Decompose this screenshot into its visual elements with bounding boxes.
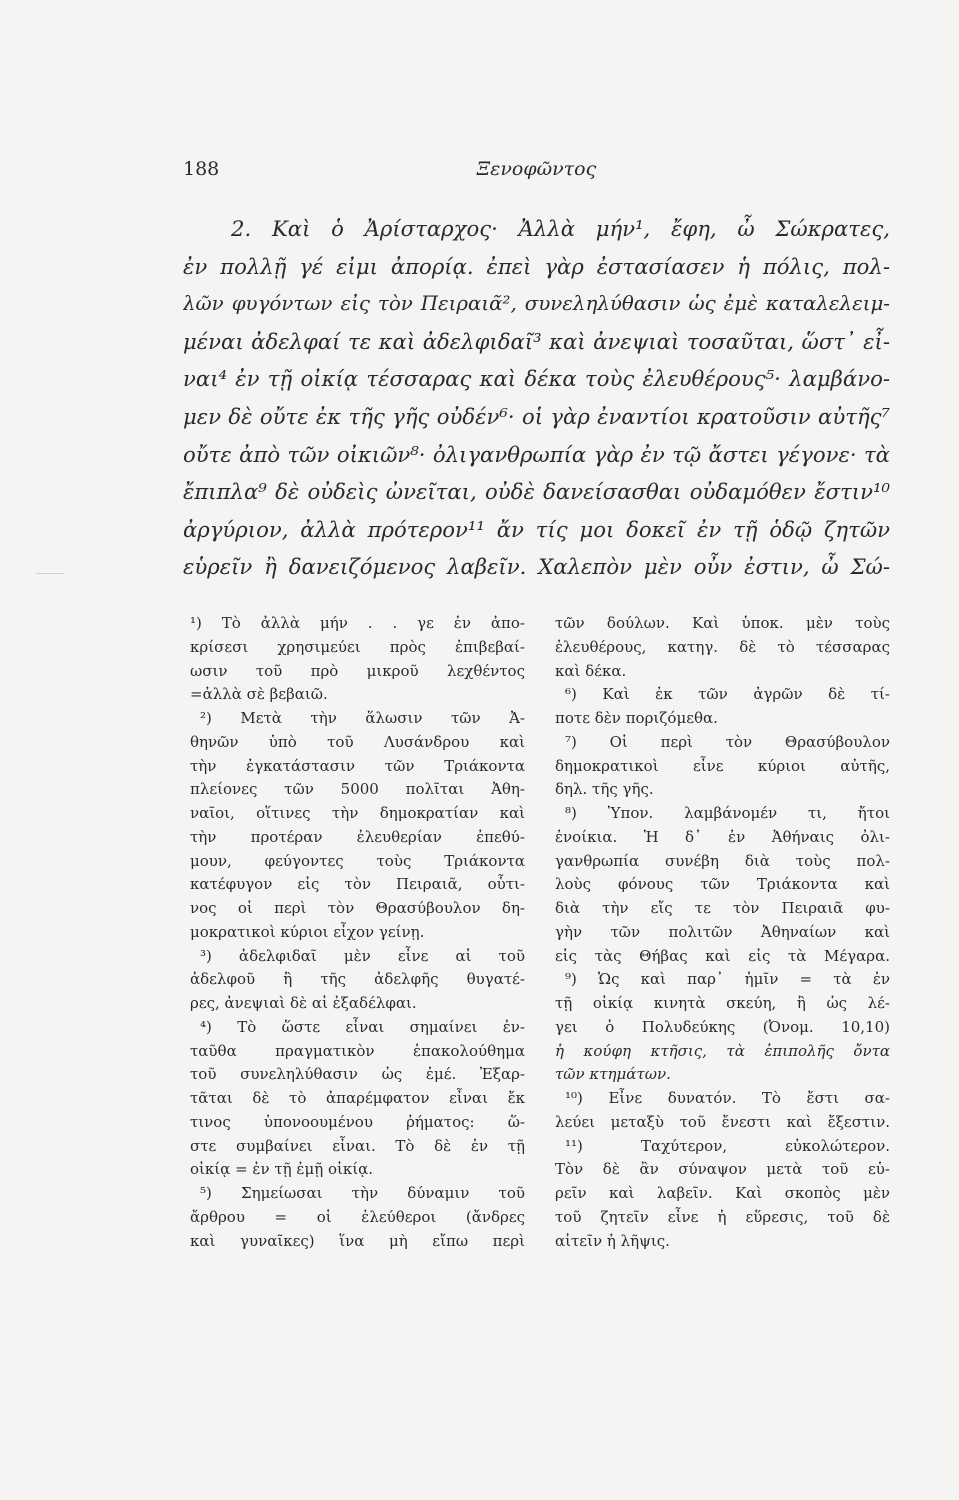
footnote-line: ποτε δὲν ποριζόμεθα. — [555, 709, 718, 727]
footnote-line: κρίσεσι χρησιμεύει πρὸς ἐπιβεβαί- — [190, 637, 525, 656]
footnote-line: νος οἱ περὶ τὸν Θρασύβουλον δη- — [190, 899, 525, 917]
footnote-line: γὴν τῶν πολιτῶν Ἀθηναίων καὶ — [555, 922, 890, 941]
footnote-line: ταῦθα πραγματικὸν ἐπακολούθημα — [190, 1041, 525, 1060]
footnote-line: δηλ. τῆς γῆς. — [555, 780, 654, 799]
footnote-line: λοὺς φόνους τῶν Τριάκοντα καὶ — [555, 875, 890, 894]
footnote-line: ⁴) Τὸ ὥστε εἶναι σημαίνει ἐν- — [200, 1017, 525, 1036]
footnote-line: τῇ οἰκίᾳ κινητὰ σκεύη, ἢ ὡς λέ- — [555, 994, 890, 1012]
footnote-line: λεύει μεταξὺ τοῦ ἔνεστι καὶ ἔξεστιν. — [555, 1112, 890, 1131]
margin-mark — [36, 573, 64, 574]
footnote-line: γανθρωπία συνέβη διὰ τοὺς πολ- — [555, 851, 890, 870]
footnote-line: καὶ γυναῖκες) ἵνα μὴ εἴπω περὶ — [190, 1231, 525, 1250]
footnote-line: πλείονες τῶν 5000 πολῖται Ἀθη- — [190, 780, 525, 799]
footnote-line: τινος ὑπονοουμένου ῥήματος: ὥ- — [190, 1112, 525, 1131]
main-text — [183, 210, 890, 586]
footnote-line: ἄρθρου = οἱ ἐλεύθεροι (ἄνδρες — [190, 1207, 525, 1226]
footnote-line: ⁸) Ὑπον. λαμβάνομέν τι, ἤτοι — [565, 804, 890, 822]
footnote-line: ⁵) Σημείωσαι τὴν δύναμιν τοῦ — [200, 1184, 525, 1202]
text-line: οὔτε ἀπὸ τῶν οἰκιῶν⁸· ὀλιγανθρωπία γὰρ ἐν τῷ ἄστει γέγονε· τὰ — [183, 441, 890, 467]
text-line: ἀργύριον, ἀλλὰ πρότερον¹¹ ἄν τίς μοι δοκεῖ ἐν τῇ ὁδῷ ζητῶν — [183, 516, 890, 542]
text-line: μεν δὲ οὔτε ἐκ τῆς γῆς οὐδέν⁶· οἱ γὰρ ἐναντίοι κρατοῦσιν αὐτῆς⁷ — [183, 403, 890, 429]
footnote-line: ¹) Τὸ ἀλλὰ μήν . . γε ἐν ἀπο- — [190, 614, 525, 632]
footnote-line: ἀδελφοῦ ἢ τῆς ἀδελφῆς θυγατέ- — [190, 970, 525, 989]
footnote-line: ωσιν τοῦ πρὸ μικροῦ λεχθέντος — [190, 661, 525, 680]
footnote-line: τῶν κτημάτων. — [555, 1065, 671, 1084]
footnote-line: =ἀλλὰ σὲ βεβαιῶ. — [190, 685, 328, 704]
text-line: μέναι ἀδελφαί τε καὶ ἀδελφιδαῖ³ καὶ ἀνεψιαὶ τοσαῦται, ὥστ᾽ εἶ- — [183, 328, 890, 354]
footnote-line: ἐλευθέρους, κατηγ. δὲ τὸ τέσσαρας — [555, 637, 890, 656]
footnote-line: τᾶται δὲ τὸ ἀπαρέμφατον εἶναι ἔκ — [190, 1089, 525, 1107]
text-line: ἔπιπλα⁹ δὲ οὐδεὶς ὠνεῖται, οὐδὲ δανείσασθαι οὐδαμόθεν ἔστιν¹⁰ — [183, 479, 890, 505]
running-head: Ξενοφῶντος — [476, 158, 597, 180]
footnote-line: δημοκρατικοὶ εἶνε κύριοι αὐτῆς, — [555, 756, 890, 775]
text-line: ἐν πολλῇ γέ εἰμι ἀπορίᾳ. ἐπεὶ γὰρ ἐστασίασεν ἡ πόλις, πολ- — [183, 253, 890, 279]
page-number: 188 — [183, 158, 220, 180]
footnote-line: τῶν δούλων. Καὶ ὑποκ. μὲν τοὺς — [555, 614, 890, 632]
footnote-line: Τὸν δὲ ἂν σύναψον μετὰ τοῦ εὑ- — [555, 1160, 890, 1179]
footnote-line: τὴν ἐγκατάστασιν τῶν Τριάκοντα — [190, 756, 525, 775]
footnote-line: ναῖοι, οἵτινες τὴν δημοκρατίαν καὶ — [190, 804, 525, 822]
footnote-line: τοῦ συνεληλύθασιν ὡς ἐμέ. Ἐξαρ- — [190, 1065, 525, 1084]
footnote-line: τοῦ ζητεῖν εἶνε ἡ εὕρεσις, τοῦ δὲ — [555, 1207, 890, 1226]
footnote-line: μουν, φεύγοντες τοὺς Τριάκοντα — [190, 851, 525, 870]
page-header — [183, 158, 890, 188]
footnote-line: ἐνοίκια. Ἡ δ᾽ ἐν Ἀθήναις ὀλι- — [555, 827, 890, 846]
footnote-line: οἰκίᾳ = ἐν τῇ ἐμῇ οἰκίᾳ. — [190, 1160, 374, 1179]
footnote-line: τὴν προτέραν ἐλευθερίαν ἐπεθύ- — [190, 827, 525, 846]
footnotes-left-column — [190, 612, 525, 1253]
text-line: 2. Καὶ ὁ Ἀρίσταρχος· Ἀλλὰ μήν¹, ἔφη, ὦ Σώκρατες, — [231, 216, 890, 241]
footnote-line: ²) Μετὰ τὴν ἅλωσιν τῶν Ἀ- — [200, 709, 525, 727]
footnote-line: γει ὁ Πολυδεύκης (Ὀνομ. 10,10) — [555, 1017, 890, 1036]
footnote-line: ⁶) Καὶ ἐκ τῶν ἀγρῶν δὲ τί- — [565, 685, 890, 704]
footnote-line: ⁹) Ὡς καὶ παρ᾽ ἡμῖν = τὰ ἐν — [565, 970, 890, 989]
footnote-line: μοκρατικοὶ κύριοι εἶχον γείνῃ. — [190, 922, 425, 941]
footnote-line: εἰς τὰς Θήβας καὶ εἰς τὰ Μέγαρα. — [555, 946, 890, 965]
footnote-line: ἡ κούφη κτῆσις, τὰ ἐπιπολῆς ὄντα — [555, 1041, 890, 1060]
footnote-line: κατέφυγον εἰς τὸν Πειραιᾶ, οὗτι- — [190, 875, 525, 894]
text-line: εὑρεῖν ἢ δανειζόμενος λαβεῖν. Χαλεπὸν μὲν οὖν ἐστιν, ὦ Σώ- — [183, 554, 890, 580]
footnote-line: ρες, ἀνεψιαὶ δὲ αἱ ἐξαδέλφαι. — [190, 994, 417, 1012]
text-line: ναι⁴ ἐν τῇ οἰκίᾳ τέσσαρας καὶ δέκα τοὺς ἐλευθέρους⁵· λαμβάνο- — [183, 366, 890, 392]
footnote-line: αἰτεῖν ἡ λῆψις. — [555, 1231, 670, 1250]
footnote-line: ¹⁰) Εἶνε δυνατόν. Τὸ ἔστι σα- — [565, 1089, 890, 1107]
footnote-line: ¹¹) Ταχύτερον, εὐκολώτερον. — [565, 1136, 890, 1155]
text-line: λῶν φυγόντων εἰς τὸν Πειραιᾶ², συνεληλύθασιν ὡς ἐμὲ καταλελειμ- — [183, 292, 890, 316]
footnote-line: ³) ἀδελφιδαῖ μὲν εἶνε αἱ τοῦ — [200, 946, 525, 965]
footnote-line: διὰ τὴν εἴς τε τὸν Πειραιᾶ φυ- — [555, 899, 890, 917]
footnote-line: καὶ δέκα. — [555, 661, 627, 680]
footnote-line: ⁷) Οἱ περὶ τὸν Θρασύβουλον — [565, 732, 890, 751]
footnote-line: ρεῖν καὶ λαβεῖν. Καὶ σκοπὸς μὲν — [555, 1184, 890, 1202]
footnotes-right-column — [555, 612, 890, 1253]
footnote-line: θηνῶν ὑπὸ τοῦ Λυσάνδρου καὶ — [190, 732, 525, 751]
footnote-line: στε συμβαίνει εἶναι. Τὸ δὲ ἐν τῇ — [190, 1136, 525, 1155]
